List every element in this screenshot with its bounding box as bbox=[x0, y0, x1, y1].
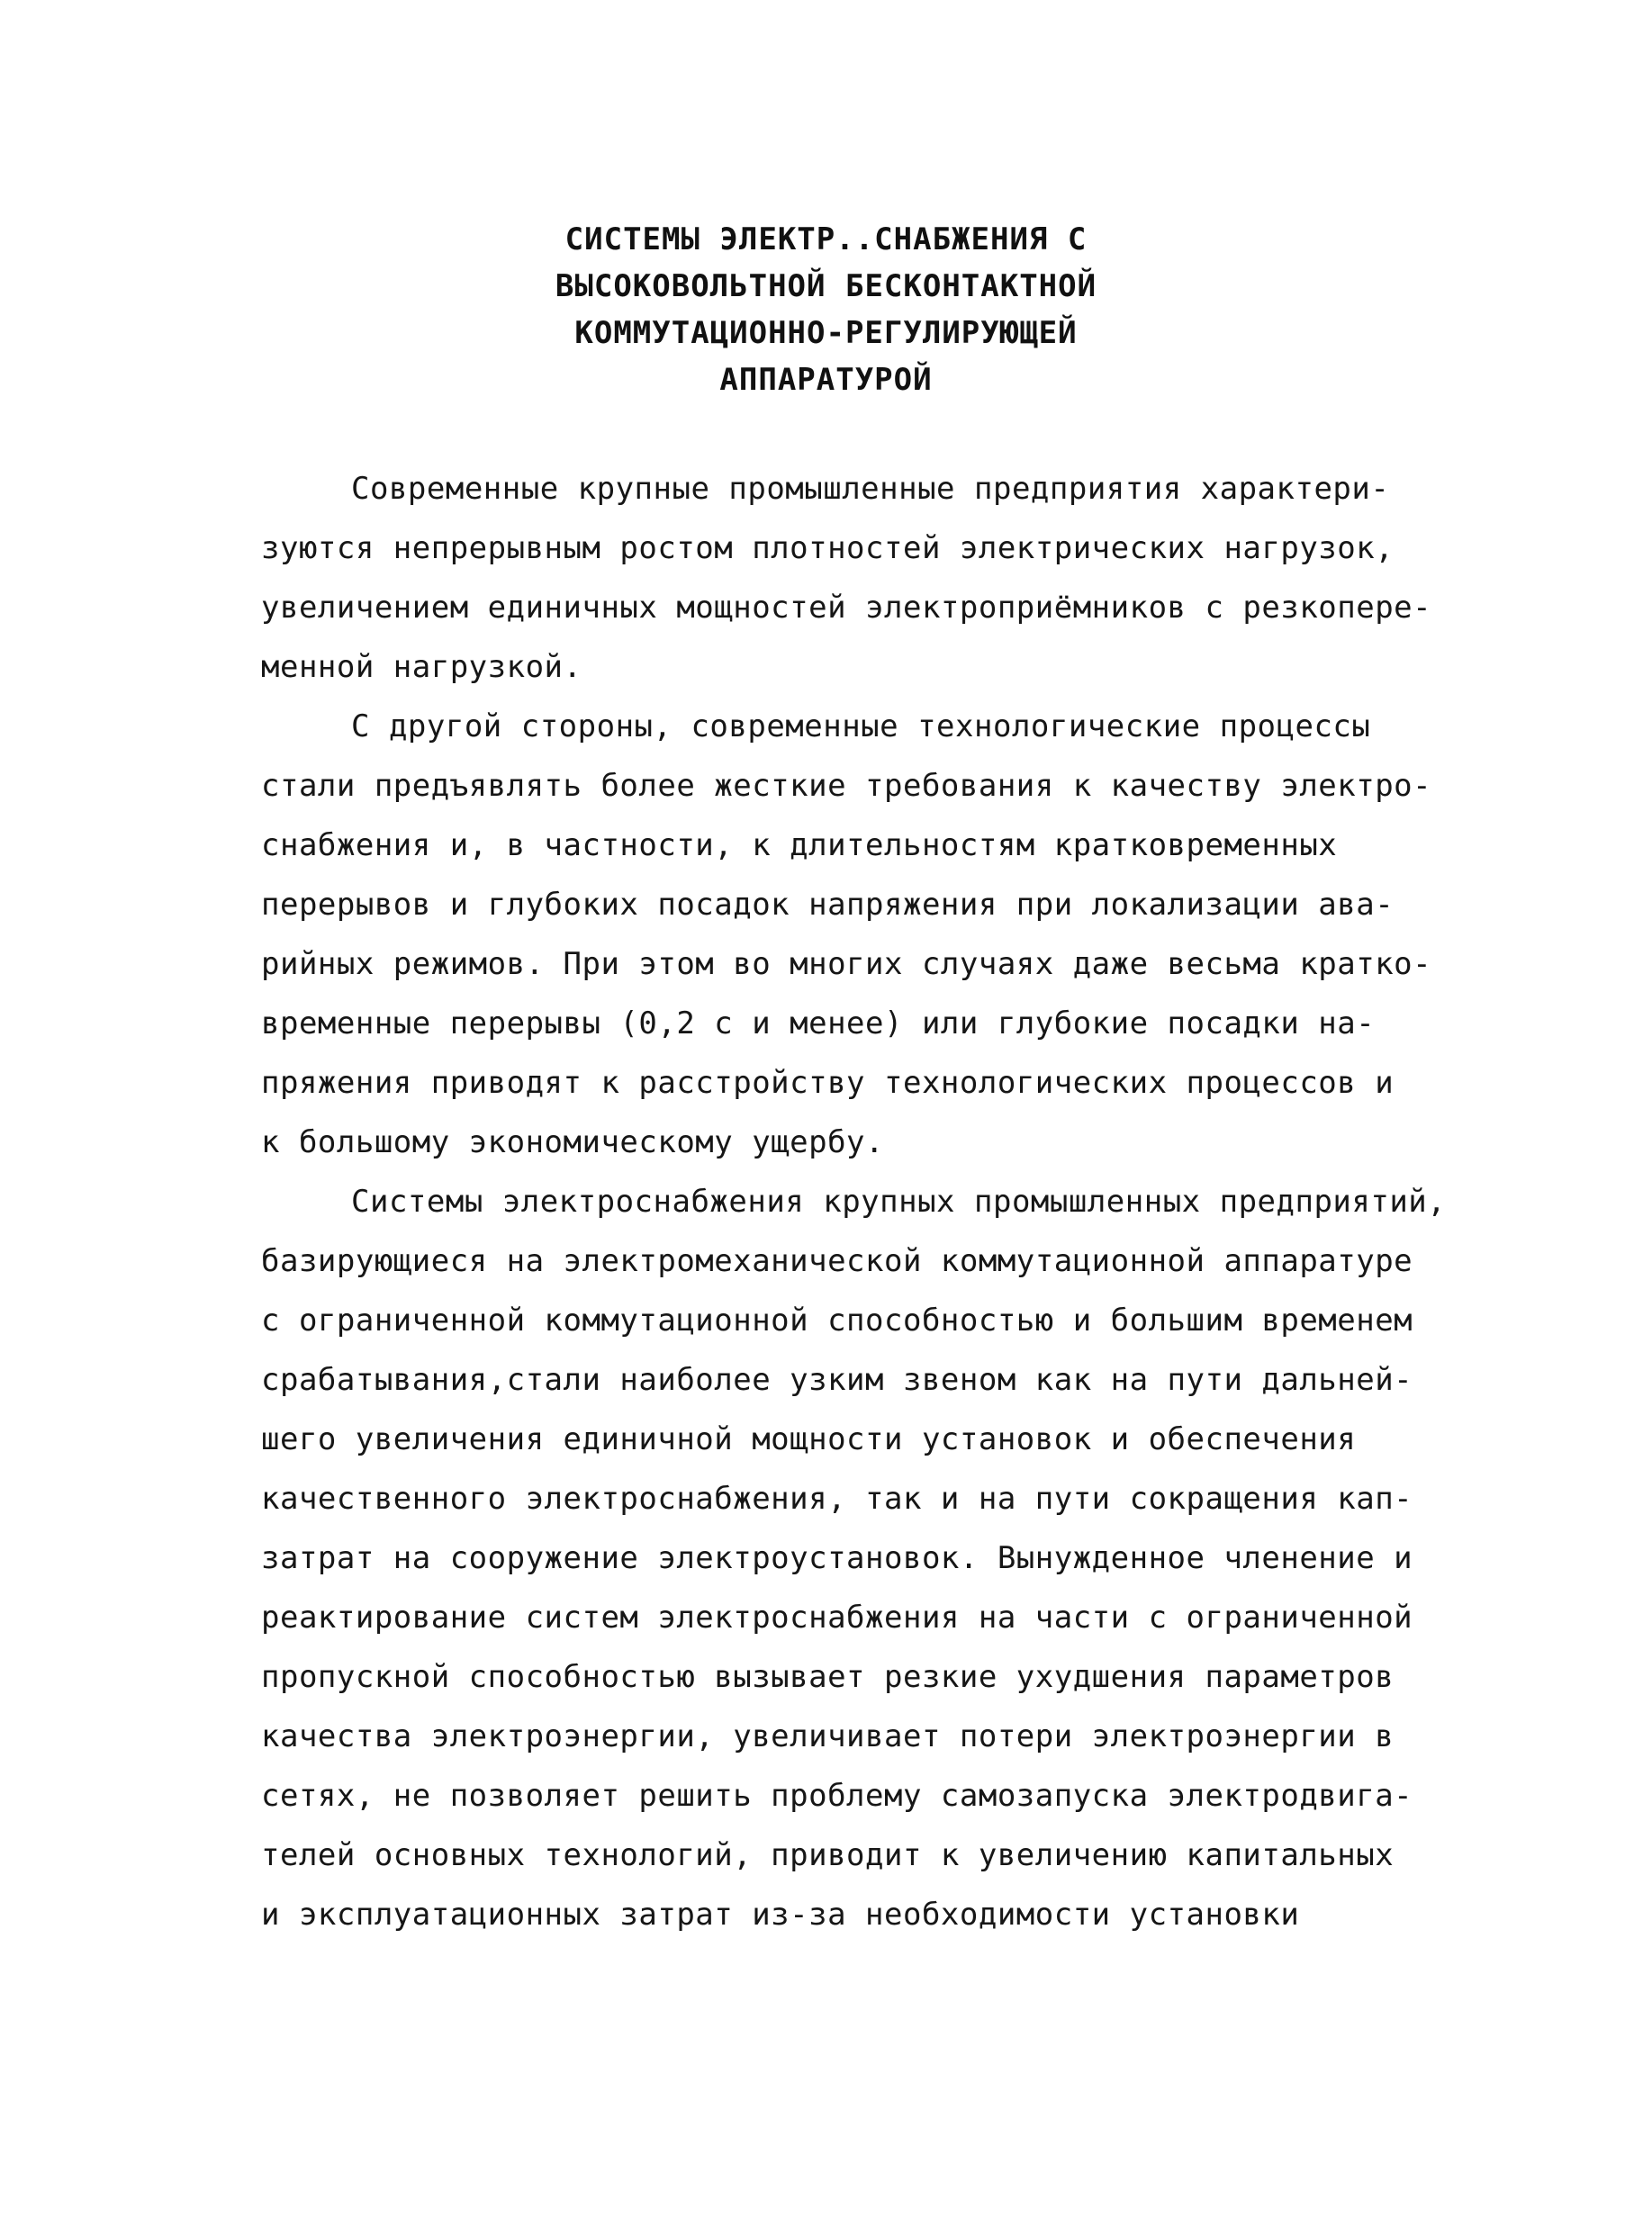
text-line: Современные крупные промышленные предприятия характери- bbox=[351, 471, 1390, 507]
text-line: перерывов и глубоких посадок напряжения при локализации ава- bbox=[261, 887, 1395, 923]
text-line: срабатывания,стали наиболее узким звеном как на пути дальней- bbox=[261, 1362, 1413, 1398]
text-line: сетях, не позволяет решить проблему самозапуска электродвига- bbox=[261, 1778, 1413, 1814]
text-line: с ограниченной коммутационной способностью и большим временем bbox=[261, 1303, 1413, 1339]
text-line: и эксплуатационных затрат из-за необходимости установки bbox=[261, 1897, 1300, 1933]
text-line: затрат на сооружение электроустановок. Вынужденное членение и bbox=[261, 1540, 1413, 1576]
paragraph-1 bbox=[261, 459, 1431, 697]
text-line: к большому экономическому ущербу. bbox=[261, 1124, 885, 1160]
text-line: пропускной способностью вызывает резкие ухудшения параметров bbox=[261, 1659, 1395, 1695]
text-line: менной нагрузкой. bbox=[261, 649, 582, 685]
text-line: качественного электроснабжения, так и на пути сокращения кап- bbox=[261, 1481, 1413, 1517]
text-line: качества электроэнергии, увеличивает потери электроэнергии в bbox=[261, 1718, 1395, 1754]
text-line: рийных режимов. При этом во многих случаях даже весьма кратко- bbox=[261, 946, 1432, 982]
text-line: пряжения приводят к расстройству технологических процессов и bbox=[261, 1065, 1395, 1101]
text-line: зуются непрерывным ростом плотностей электрических нагрузок, bbox=[261, 530, 1395, 566]
title-line-2: ВЫСОКОВОЛЬТНОЙ БЕСКОНТАКТНОЙ bbox=[555, 268, 1097, 304]
paragraph-2 bbox=[261, 697, 1431, 1172]
text-line: стали предъявлять более жесткие требования к качеству электро- bbox=[261, 768, 1432, 804]
title-line-1: СИСТЕМЫ ЭЛЕКТР..СНАБЖЕНИЯ С bbox=[564, 221, 1088, 257]
title-line-3: КОММУТАЦИОННО-РЕГУЛИРУЮЩЕЙ bbox=[574, 315, 1078, 351]
text-line: С другой стороны, современные технологические процессы bbox=[351, 708, 1371, 744]
text-line: шего увеличения единичной мощности установок и обеспечения bbox=[261, 1421, 1357, 1457]
title-line-4: АППАРАТУРОЙ bbox=[719, 362, 933, 398]
text-line: базирующиеся на электромеханической коммутационной аппаратуре bbox=[261, 1243, 1413, 1279]
text-line: увеличением единичных мощностей электроприёмников с резкопере- bbox=[261, 590, 1432, 626]
text-line: реактирование систем электроснабжения на части с ограниченной bbox=[261, 1600, 1413, 1636]
text-line: временные перерывы (0,2 с и менее) или глубокие посадки на- bbox=[261, 1005, 1376, 1041]
text-line: снабжения и, в частности, к длительностям кратковременных bbox=[261, 827, 1338, 863]
document-body bbox=[261, 459, 1447, 1944]
text-line: Системы электроснабжения крупных промышленных предприятий, bbox=[351, 1184, 1447, 1220]
text-line: телей основных технологий, приводит к увеличению капитальных bbox=[261, 1837, 1395, 1873]
paragraph-3 bbox=[261, 1172, 1447, 1944]
document-title bbox=[0, 216, 1652, 403]
